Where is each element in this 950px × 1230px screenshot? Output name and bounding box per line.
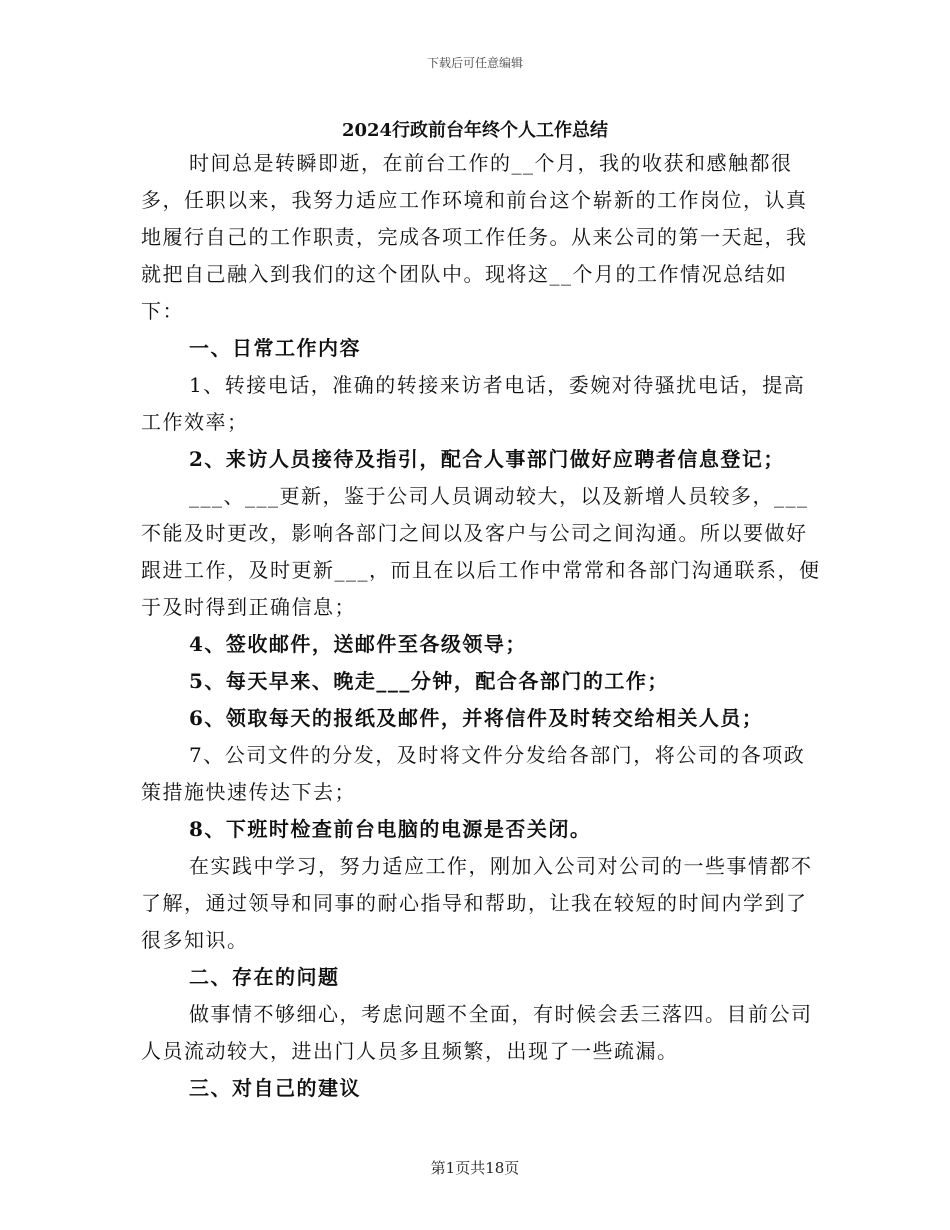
document-body: [141, 145, 821, 1107]
practice-paragraph: 在实践中学习，努力适应工作，刚加入公司对公司的一些事情都不了解，通过领导和同事的耐心指导和帮助，让我在较短的时间内学到了很多知识。: [141, 854, 813, 952]
list-item-4: 4、签收邮件，送邮件至各级领导；: [189, 632, 527, 656]
page-header: 下载后可任意编辑: [426, 56, 523, 70]
list-item-2: 2、来访人员接待及指引，配合人事部门做好应聘者信息登记；: [189, 447, 785, 471]
list-item-6: 6、领取每天的报纸及邮件，并将信件及时转交给相关人员；: [189, 706, 764, 730]
section-heading-problems: 二、存在的问题: [189, 965, 340, 989]
list-item-3: ___、___更新，鉴于公司人员调动较大，以及新增人员较多，___不能及时更改，影响各部门之间以及客户与公司之间沟通。所以要做好跟进工作，及时更新___，而且在以后工作中常常和各部门沟通联系，便于及时得到正确信息；: [141, 484, 821, 619]
problems-paragraph: 做事情不够细心，考虑问题不全面，有时候会丢三落四。目前公司人员流动较大，进出门人员多且频繁，出现了一些疏漏。: [141, 1002, 813, 1063]
section-heading-daily-work: 一、日常工作内容: [189, 336, 361, 360]
page-footer: 第1页共18页: [430, 1159, 520, 1177]
list-item-8: 8、下班时检查前台电脑的电源是否关闭。: [189, 817, 592, 841]
list-item-7: 7、公司文件的分发，及时将文件分发给各部门，将公司的各项政策措施快速传达下去；: [141, 743, 806, 804]
intro-paragraph: 时间总是转瞬即逝，在前台工作的__个月，我的收获和感触都很多，任职以来，我努力适应工作环境和前台这个崭新的工作岗位，认真地履行自己的工作职责，完成各项工作任务。从来公司的第一天起，我就把自己融入到我们的这个团队中。现将这__个月的工作情况总结如下：: [141, 151, 808, 323]
list-item-5: 5、每天早来、晚走___分钟，配合各部门的工作；: [189, 669, 669, 693]
list-item-1: 1、转接电话，准确的转接来访者电话，委婉对待骚扰电话，提高工作效率；: [141, 373, 806, 434]
section-heading-suggestions: 三、对自己的建议: [189, 1076, 361, 1100]
document-title: 2024行政前台年终个人工作总结: [341, 120, 609, 141]
